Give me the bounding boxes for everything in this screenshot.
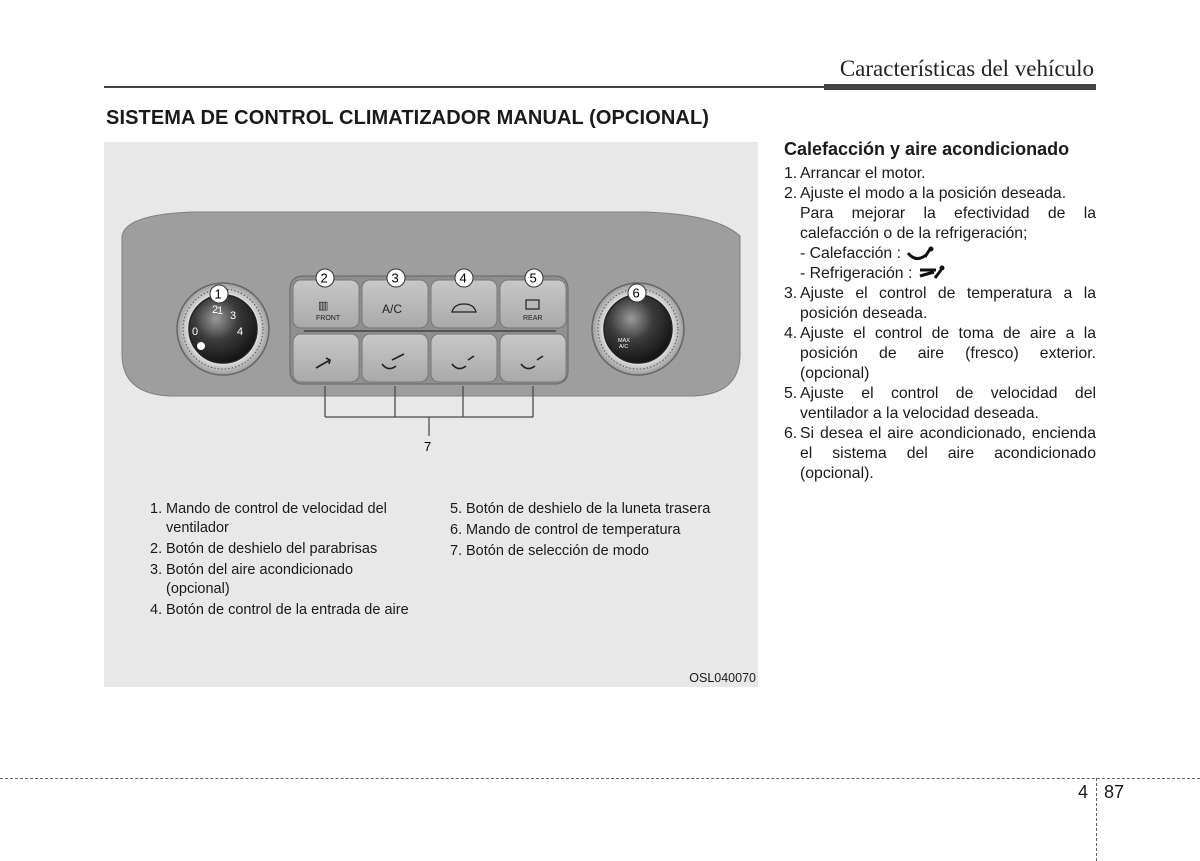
- fan-label-4: 4: [237, 326, 244, 338]
- page-title: SISTEMA DE CONTROL CLIMATIZADOR MANUAL (OPCIONAL): [106, 107, 710, 129]
- cooling-mode-icon: [917, 264, 947, 284]
- header-rule-accent: [824, 84, 1096, 90]
- cool-line: [784, 264, 1096, 284]
- section-number: 4: [1078, 782, 1089, 802]
- page-number: 87: [1104, 782, 1125, 802]
- callout-4: 4: [459, 270, 467, 286]
- step-3: 3. Ajuste el control de temperatura a la posición deseada.: [784, 285, 1096, 323]
- step-5: 5. Ajuste el control de velocidad del ventilador a la velocidad deseada.: [784, 385, 1096, 423]
- callout-3: 3: [391, 270, 399, 286]
- mode-button-bilevel: [362, 334, 428, 382]
- mode-button-floor: [431, 334, 497, 382]
- fan-icon: [197, 342, 205, 350]
- max-label: MAX: [618, 338, 630, 344]
- caption-item: 1. Mando de control de velocidad del ventilador: [150, 501, 387, 536]
- max-ac-label: A/C: [619, 344, 629, 350]
- running-header: Características del vehículo: [839, 56, 1094, 81]
- caption-item: 2. Botón de deshielo del parabrisas: [150, 541, 378, 557]
- callout-1: 1: [214, 286, 222, 302]
- fan-label-1: 1: [217, 305, 224, 317]
- front-label: FRONT: [316, 315, 341, 322]
- fan-label-0: 0: [192, 326, 199, 338]
- step-4: 4. Ajuste el control de toma de aire a la posición de aire (fresco) exterior. (opcional): [784, 325, 1096, 383]
- callout-6: 6: [632, 285, 640, 301]
- callout-2: 2: [320, 270, 328, 286]
- rear-label: REAR: [523, 315, 543, 322]
- step-6: 6. Si desea el aire acondicionado, encienda el sistema del aire acondicionado (opcional).: [784, 425, 1096, 483]
- heating-mode-icon: [905, 245, 935, 263]
- step-2: 2. Ajuste el modo a la posición deseada.: [784, 185, 1067, 202]
- caption-item: 6. Mando de control de temperatura: [450, 522, 681, 538]
- footer-rule: [0, 778, 1200, 779]
- fan-label-3: 3: [230, 310, 237, 322]
- callout-7: 7: [424, 439, 432, 454]
- step-2-para: Para mejorar la efectividad de la calefacción o de la refrigeración;: [800, 205, 1096, 242]
- fan-label-2: 2: [212, 304, 219, 316]
- cool-label: - Refrigeración :: [800, 265, 913, 283]
- instructions-column: [784, 139, 1096, 484]
- caption-item: 4. Botón de control de la entrada de aire: [150, 602, 409, 618]
- mode-button-floor-defrost: [500, 334, 566, 382]
- figure-code: OSL040070: [689, 671, 756, 685]
- callout-5: 5: [529, 270, 537, 286]
- captions-right: [450, 500, 750, 563]
- heat-label: - Calefacción :: [800, 245, 901, 262]
- front-defrost-icon: ▥: [318, 300, 329, 312]
- ac-label: A/C: [382, 302, 403, 316]
- heat-line: [784, 244, 1096, 264]
- section-heading: Calefacción y aire acondicionado: [784, 139, 1070, 159]
- caption-item: 7. Botón de selección de modo: [450, 543, 649, 559]
- climate-panel-illustration: [104, 142, 758, 487]
- climate-panel-figure: [104, 142, 758, 687]
- mode-button-face: [293, 334, 359, 382]
- captions-left: [150, 500, 440, 622]
- footer-divider: [1096, 778, 1097, 861]
- caption-item: 5. Botón de deshielo de la luneta trasera: [450, 501, 711, 517]
- step-1: 1. Arrancar el motor.: [784, 165, 926, 182]
- caption-item: 3. Botón del aire acondicionado (opcional): [150, 562, 354, 597]
